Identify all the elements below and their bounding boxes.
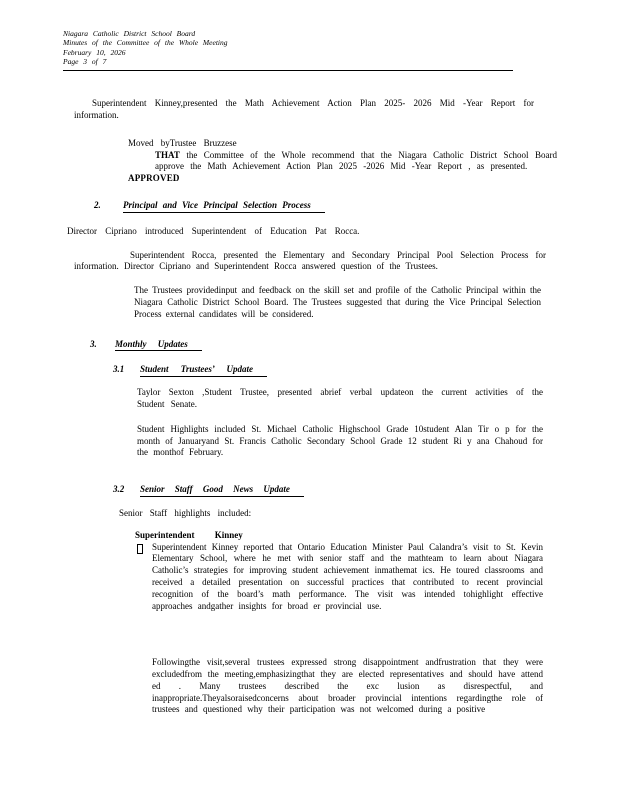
- section-3-2-number: 3.2: [113, 484, 125, 495]
- missing-glyph-bullet-icon: [137, 544, 143, 554]
- motion-that-keyword: THAT: [155, 149, 180, 160]
- section-3-heading: [90, 339, 618, 352]
- bullet-item-text: Superintendent Kinney reported that Ontario Education Minister Paul Calandra’s visit to St. Kevin Elementary School, where he met with senior staff and the mathteam to learn about Niagara Catholic’s strategies for improving student achievement inmathemat ics. He toured classrooms and received a detailed presentation on successful practices that contributed to recent provincial recognition of the board’s math performance. The visit was intended tohighlight effective approaches andgather insights for broad er provincial use.: [152, 541, 543, 611]
- motion-that-text: the Committee of the Whole recommend that the Niagara Catholic District School Board approve the Math Achievement Action Plan 2025 -2026 Mid -Year Report , as presented.: [155, 149, 558, 172]
- intro-paragraph: Superintendent Kinney,presented the Math Achievement Action Plan 2025- 2026 Mid -Year Report for information.: [74, 98, 534, 120]
- section-3-title: Monthly Updates: [115, 339, 202, 352]
- header-date: February 10, 2026: [63, 47, 126, 57]
- header-board-name: Niagara Catholic District School Board: [63, 29, 196, 38]
- section-3-2-title: Senior Staff Good News Update: [140, 484, 304, 497]
- header-page-number: Page 3 of 7: [63, 56, 107, 66]
- section-3-number: 3.: [90, 338, 97, 349]
- motion-moved-line: Moved byTrustee Bruzzese: [128, 137, 237, 148]
- motion-that-paragraph: [155, 150, 557, 174]
- section-3-1-heading: [113, 364, 618, 377]
- header-doc-title: Minutes of the Committee of the Whole Meeting: [63, 38, 228, 48]
- followup-paragraph: Followingthe visit,several trustees expressed strong disappointment andfrustration that they were excludedfrom the meeting,emphasizingthat they are elected representatives and should have attend ed . Many trustees described the exc lusion as disrespectful, and inappropriate.Theyalsoraisedconcerns about broader provincial intentions regardingthe role of trustees and questioned why their participation was not welcomed during a positive: [152, 657, 543, 715]
- section-2-number: 2.: [94, 199, 101, 210]
- senior-staff-intro: Senior Staff highlights included:: [119, 507, 252, 518]
- section-2-paragraph-2: Superintendent Rocca, presented the Elementary and Secondary Principal Pool Selection Process for information. Director Cipriano and Superintendent Rocca answered question of the Trustees.: [74, 249, 546, 272]
- section-2-paragraph-3: The Trustees providedinput and feedback on the skill set and profile of the Catholic Principal within the Niagara Catholic District School Board. The Trustees suggested that during the Vice Principal Selection Process external candidates will be considered.: [134, 285, 541, 319]
- section-3-1-paragraph-1: Taylor Sexton ,Student Trustee, presented abrief verbal updateon the current activities of the Student Senate.: [137, 387, 543, 409]
- bullet-item: [137, 542, 618, 613]
- section-3-1-title: Student Trustees’ Update: [140, 364, 267, 377]
- section-2-paragraph-1: Director Cipriano introduced Superintendent of Education Pat Rocca.: [67, 225, 360, 236]
- section-3-1-number: 3.1: [113, 364, 125, 375]
- section-3-2-heading: [113, 484, 618, 497]
- motion-approved-label: APPROVED: [128, 173, 180, 184]
- section-3-1-paragraph-2: Student Highlights included St. Michael Catholic Highschool Grade 10student Alan Tir o p for the month of Januaryand St. Francis Catholic Secondary School Grade 12 student Ri y ana Chahoud for the monthof February.: [137, 423, 543, 458]
- section-2-title: Principal and Vice Principal Selection Process: [123, 200, 325, 213]
- section-2-heading: [94, 200, 618, 213]
- speaker-heading: Superintendent Kinney: [135, 529, 243, 540]
- page-header: [63, 29, 513, 71]
